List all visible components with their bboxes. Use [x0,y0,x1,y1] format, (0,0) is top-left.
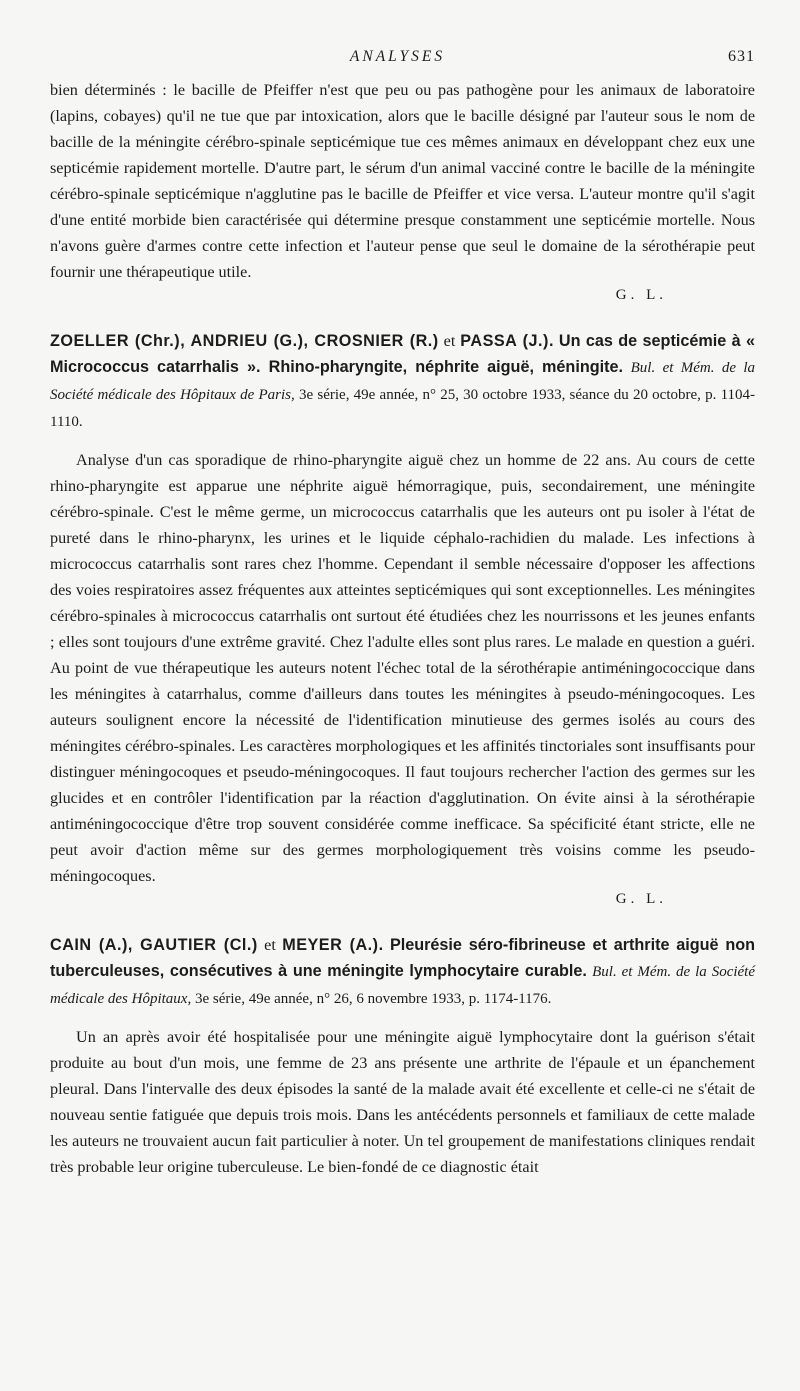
entry [50,328,755,908]
entry-authors: ZOELLER (Chr.), ANDRIEU (G.), CROSNIER (R.) [50,332,439,350]
running-title: ANALYSES [349,48,446,65]
entry-title: Pleurésie séro-fibrineuse et arthrite aiguë non tuberculeuses, consécutives à une méningite lymphocytaire curable. [50,936,756,980]
entry-conjunction: et [443,332,456,350]
journal-issue: 3e série, 49e année, n° 25, 30 octobre 1933, séance du 20 octobre, p. 1104-1110. [50,387,756,430]
intro-paragraph: bien déterminés : le bacille de Pfeiffer n'est que peu ou pas pathogène pour les animaux de laboratoire (lapins, cobayes) qu'il ne tue que par intoxication, alors que le bacille désigné par l'auteur sous le nom de bacille de la méningite cérébro-spinale septicémique tue ces mêmes animaux en développant chez eux une septicémie rapidement mortelle. D'autre part, le sérum d'un animal vacciné contre le bacille de la méningite cérébro-spinale septicémique n'agglutine pas le bacille de Pfeiffer et vice versa. L'auteur montre qu'il s'agit d'une entité morbide bien caractérisée qui détermine presque constamment une septicémie mortelle. Nous n'avons guère d'armes contre cette infection et l'auteur pense que seul le domaine de la sérothérapie peut fournir une thérapeutique utile. [50,81,755,281]
entry-authors: MEYER (A.). [282,936,384,954]
signature: G. L. [615,287,667,303]
signature: G. L. [615,891,667,907]
entry-conjunction: et [264,936,276,954]
entry-heading [50,328,755,435]
entry-body: Analyse d'un cas sporadique de rhino-pharyngite aiguë chez un homme de 22 ans. Au cours de cette rhino-pharyngite est apparue une néphrite aiguë hémorragique, puis, secondairement, une méningite cérébro-spinale. C'est le même germe, un micrococcus catarrhalis que les auteurs ont pu isoler à l'état de pureté dans le rhino-pharynx, les urines et le liquide céphalo-rachidien du malade. Les infections à micrococcus catarrhalis sont rares chez l'homme. Cependant il semble nécessaire d'opposer les affections des voies respiratoires assez fréquentes aux atteintes septicémiques qui sont exceptionnelles. Les méningites cérébro-spinales à micrococcus catarrhalis ont surtout été étudiées chez les nourrissons et les jeunes enfants ; elles sont toujours d'une extrême gravité. Chez l'adulte elles sont plus rares. Le malade en question a guéri. Au point de vue thérapeutique les auteurs notent l'échec total de la sérothérapie antiméningococcique dans les méningites à catarrhalus, comme d'ailleurs dans toutes les méningites à pseudo-méningocoques. Les auteurs soulignent encore la nécessité de l'identification minutieuse des germes isolés au cours des méningites cérébro-spinales. Les caractères morphologiques et les affinités tinctoriales sont insuffisants pour distinguer méningocoques et pseudo-méningocoques. Il faut toujours rechercher l'action des germes sur les glucides et en contrôler l'identification par la réaction d'agglutination. On évite ainsi à la sérothérapie antiméningococcique d'être trop souvent considérée comme inefficace. Sa spécificité étant stricte, elle ne peut avoir d'action même sur des germes morphologiquement très voisins comme les pseudo-méningocoques. [50,451,755,885]
entry-title: Un cas de septicémie à « Micrococcus catarrhalis ». Rhino-pharyngite, néphrite aiguë, méningite. [50,332,756,376]
entry [50,932,755,1180]
page-number: 631 [728,48,755,65]
journal-name: Bul. et Mém. de la Société médicale des Hôpitaux, [50,964,756,1007]
entry-heading [50,932,755,1012]
journal-name: Bul. et Mém. de la Société médicale des Hôpitaux de Paris, [50,360,755,403]
entry-authors: PASSA (J.). [460,332,554,350]
page-content [50,77,755,1180]
entry-body: Un an après avoir été hospitalisée pour une méningite aiguë lymphocytaire dont la guérison s'était produite au bout d'un mois, une femme de 23 ans présente une arthrite de l'épaule et un épanchement pleural. Dans l'intervalle des deux épisodes la santé de la malade avait été excellente et celle-ci ne s'était de nouveau sentie fatiguée que depuis trois mois. Dans les antécédents personnels et familiaux de cette malade les auteurs ne trouvaient aucun fait particulier à noter. Un tel groupement de manifestations cliniques rendait très probable leur origine tuberculeuse. Le bien-fondé de ce diagnostic était [50,1028,755,1176]
journal-issue: 3e série, 49e année, n° 26, 6 novembre 1933, p. 1174-1176. [194,991,552,1007]
page-header [40,48,755,74]
entry-authors: CAIN (A.), GAUTIER (Cl.) [50,936,258,954]
